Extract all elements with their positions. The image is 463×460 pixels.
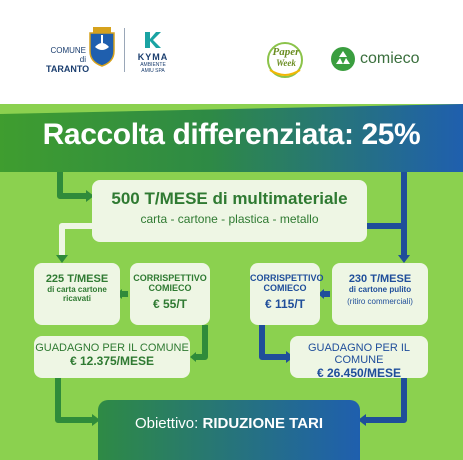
paper-week-line1: Paper bbox=[272, 46, 300, 58]
arrow-box-to-left bbox=[62, 226, 92, 255]
arrowhead-6 bbox=[398, 255, 410, 263]
goal-prefix: Obiettivo: bbox=[134, 415, 203, 432]
arrow-fee-to-gain-right bbox=[262, 325, 286, 357]
kyma-sub2: AMIU SPA bbox=[141, 68, 165, 74]
kyma-name: KYMA bbox=[137, 52, 169, 62]
right-fee-box bbox=[250, 263, 324, 325]
right-gain-value: € 26.450/MESE bbox=[316, 366, 402, 380]
comieco-label: comieco bbox=[360, 50, 420, 67]
right-fee-line2: COMIECO bbox=[263, 283, 307, 293]
left-fee-box bbox=[130, 263, 210, 325]
kyma-sub1: AMBIENTE bbox=[140, 62, 166, 68]
left-fee-line2: COMIECO bbox=[148, 283, 192, 293]
right-gain-box bbox=[290, 336, 428, 378]
paper-week-line2: Week bbox=[276, 58, 296, 68]
arrow-fee-to-gain-left bbox=[196, 325, 205, 357]
right-fee-line1: CORRISPETTIVO bbox=[250, 273, 324, 283]
comune-line1: COMUNE di bbox=[50, 46, 86, 64]
goal-banner bbox=[98, 400, 360, 460]
right-amount: 230 T/MESE bbox=[348, 273, 412, 285]
left-amount: 225 T/MESE bbox=[45, 273, 109, 285]
right-gain-label: GUADAGNO PER IL COMUNE bbox=[307, 342, 411, 366]
left-amount-box bbox=[34, 263, 120, 325]
left-amount-sub1: di carta cartone bbox=[47, 285, 107, 294]
right-fee-value: € 115/T bbox=[264, 297, 306, 311]
multimaterial-box bbox=[92, 180, 367, 242]
arrowhead-2 bbox=[56, 255, 68, 263]
arrow-gain-to-goal-right bbox=[366, 378, 404, 420]
left-gain-value: € 12.375/MESE bbox=[69, 354, 155, 368]
left-amount-sub2: ricavati bbox=[62, 294, 92, 303]
comune-line2: TARANTO bbox=[46, 64, 90, 74]
left-fee-line1: CORRISPETTIVO bbox=[133, 273, 207, 283]
right-amount-sub1: di cartone pulito bbox=[348, 285, 412, 294]
arrowhead-4 bbox=[190, 352, 196, 362]
left-gain-label: GUADAGNO PER IL COMUNE bbox=[35, 342, 189, 354]
left-fee-value: € 55/T bbox=[152, 297, 188, 311]
arrow-gain-to-goal-left bbox=[58, 378, 92, 420]
left-gain-box bbox=[34, 336, 190, 378]
arrow-title-to-box-left bbox=[60, 172, 86, 196]
right-amount-sub2: (ritiro commerciali) bbox=[347, 297, 413, 306]
page-title: Raccolta differenziata: 25% bbox=[42, 118, 421, 151]
right-amount-box bbox=[332, 263, 428, 325]
multimaterial-types: carta - cartone - plastica - metallo bbox=[140, 212, 319, 226]
multimaterial-amount: 500 T/MESE di multimateriale bbox=[111, 189, 348, 208]
goal-text: RIDUZIONE TARI bbox=[202, 415, 324, 432]
